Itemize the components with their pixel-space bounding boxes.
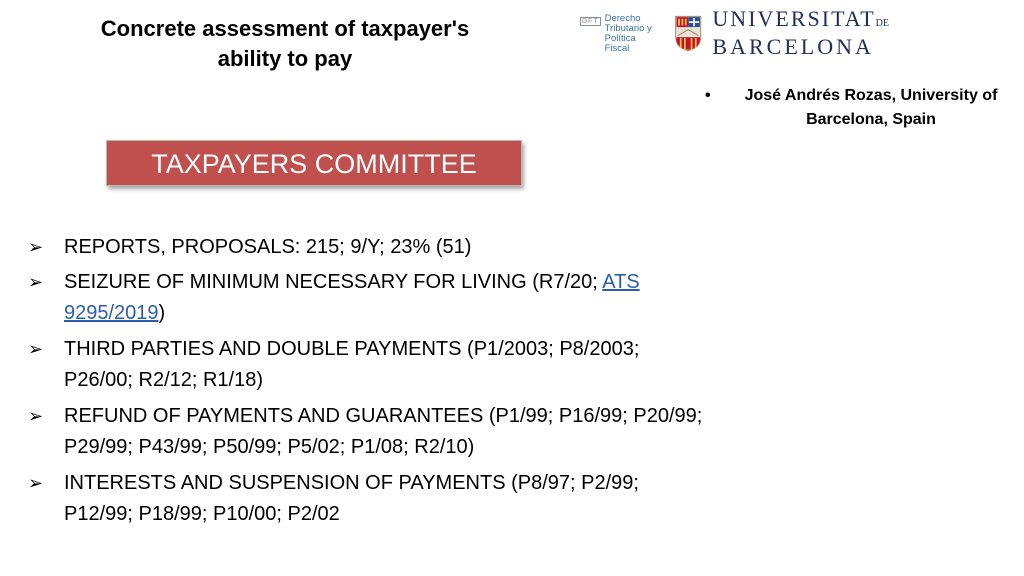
- arrow-bullet-icon: ➢: [28, 473, 44, 493]
- bullet-list: [28, 232, 708, 535]
- university-shield-icon: [674, 11, 702, 55]
- list-item: ➢ INTERESTS AND SUSPENSION OF PAYMENTS (P8/97; P2/99; P12/99; P18/99; P10/00; P2/02: [28, 468, 708, 530]
- arrow-bullet-icon: ➢: [28, 237, 44, 257]
- list-item: ➢ THIRD PARTIES AND DOUBLE PAYMENTS (P1/2003; P8/2003; P26/00; R2/12; R1/18): [28, 334, 708, 396]
- bullet-icon: •: [705, 87, 711, 104]
- ats-link[interactable]: ATS 9295/2019: [64, 271, 640, 324]
- university-logo: [674, 5, 889, 59]
- dft-logo: [580, 14, 668, 56]
- arrow-bullet-icon: ➢: [28, 406, 44, 426]
- list-item: ➢ REFUND OF PAYMENTS AND GUARANTEES (P1/99; P16/99; P20/99; P29/99; P43/99; P50/99; P5/02; P1/08; R2/10): [28, 401, 708, 463]
- list-item: ➢ REPORTS, PROPOSALS: 215; 9/Y; 23% (51): [28, 232, 708, 263]
- committee-banner: TAXPAYERS COMMITTEE: [106, 140, 522, 186]
- dft-mark-icon: DFT: [582, 18, 599, 25]
- title-line-2: ability to pay: [217, 46, 353, 71]
- author-credit: [705, 84, 1023, 132]
- author-name: José Andrés Rozas, University of: [744, 87, 998, 104]
- list-item: ➢ SEIZURE OF MINIMUM NECESSARY FOR LIVING (R7/20; ATS 9295/2019): [28, 267, 708, 329]
- slide-title: [30, 14, 540, 74]
- dft-logo-text: Derecho Tributario y Política Fiscal: [604, 13, 652, 54]
- title-line-1: Concrete assessment of taxpayer's: [100, 16, 470, 41]
- arrow-bullet-icon: ➢: [28, 339, 44, 359]
- university-wordmark: UNIVERSITATDE BARCELONA: [712, 5, 889, 59]
- author-affiliation: Barcelona, Spain: [806, 111, 936, 128]
- arrow-bullet-icon: ➢: [28, 272, 44, 292]
